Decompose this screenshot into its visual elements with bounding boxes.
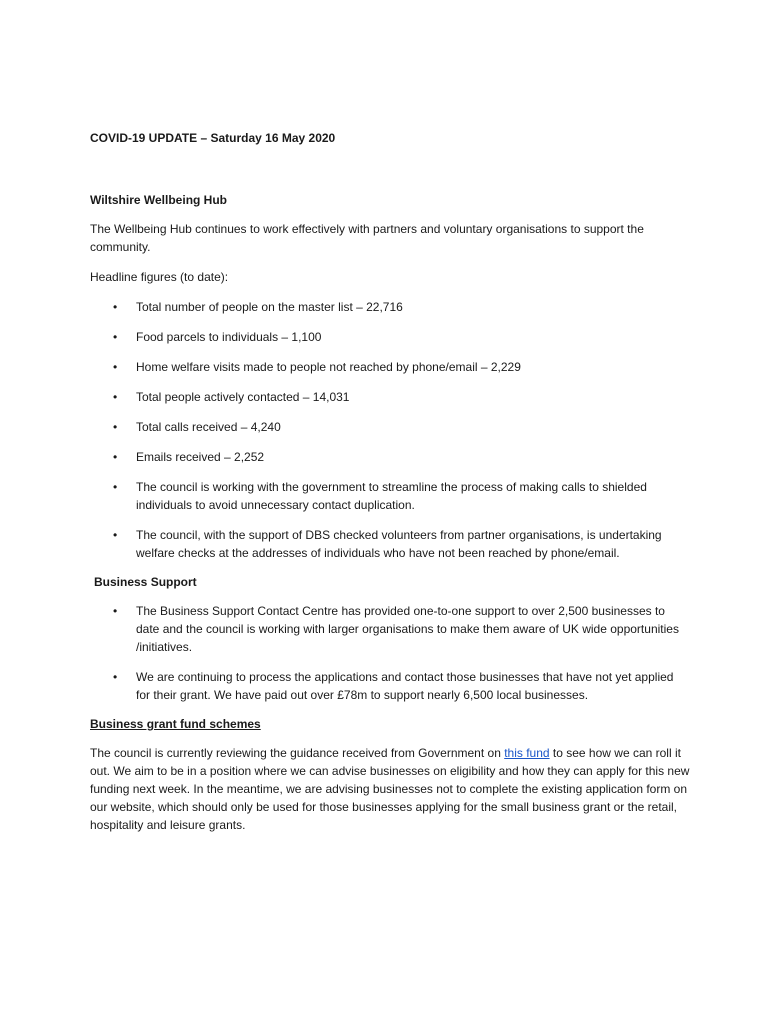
list-item: • We are continuing to process the applications and contact those businesses that have not yet applied for their grant. We have paid out over £78m to support nearly 6,500 local businesses.	[113, 670, 674, 702]
wellbeing-list	[90, 298, 690, 562]
list-item: • The council, with the support of DBS checked volunteers from partner organisations, is undertaking welfare checks at the addresses of individuals who have not been reached by phone/email.	[113, 528, 662, 560]
business-support-heading: Business Support	[94, 575, 197, 589]
list-item: • The Business Support Contact Centre has provided one-to-one support to over 2,500 businesses to date and the council is working with larger organisations to make them aware of UK wide opportunities /initiatives.	[113, 604, 679, 654]
bullet-icon: •	[113, 300, 118, 314]
bullet-icon: •	[113, 670, 118, 684]
headline-figures-label: Headline figures (to date):	[90, 270, 229, 284]
wellbeing-heading: Wiltshire Wellbeing Hub	[90, 193, 228, 207]
bullet-icon: •	[113, 450, 118, 464]
document-body	[90, 130, 690, 834]
list-item: • Emails received – 2,252	[113, 450, 265, 464]
list-item: • Home welfare visits made to people not reached by phone/email – 2,229	[113, 360, 521, 374]
bullet-icon: •	[113, 528, 118, 542]
list-item: • The council is working with the government to streamline the process of making calls to shielded individuals to avoid unnecessary contact duplication.	[113, 480, 647, 512]
business-support-list	[90, 602, 690, 704]
bullet-icon: •	[113, 390, 118, 404]
grant-schemes-paragraph: The council is currently reviewing the guidance received from Government on this fund to see how we can roll it out. We aim to be in a position where we can advise businesses on eligibility and how they can apply for this new funding next week. In the meantime, we are advising businesses not to complete the existing application form on our website, which should only be used for those businesses applying for the small business grant or the retail, hospitality and leisure grants.	[90, 746, 690, 832]
bullet-icon: •	[113, 480, 118, 494]
list-item: • Total people actively contacted – 14,031	[113, 390, 350, 404]
bullet-icon: •	[113, 420, 118, 434]
bullet-icon: •	[113, 604, 118, 618]
grant-schemes-heading: Business grant fund schemes	[90, 717, 261, 731]
bullet-icon: •	[113, 360, 118, 374]
wellbeing-intro: The Wellbeing Hub continues to work effectively with partners and voluntary organisations to support the community.	[90, 222, 644, 254]
document-title: COVID-19 UPDATE – Saturday 16 May 2020	[90, 131, 336, 145]
list-item: • Total calls received – 4,240	[113, 420, 281, 434]
bullet-icon: •	[113, 330, 118, 344]
list-item: • Food parcels to individuals – 1,100	[113, 330, 322, 344]
list-item: • Total number of people on the master list – 22,716	[113, 300, 403, 314]
this-fund-link[interactable]: this fund	[504, 746, 550, 760]
